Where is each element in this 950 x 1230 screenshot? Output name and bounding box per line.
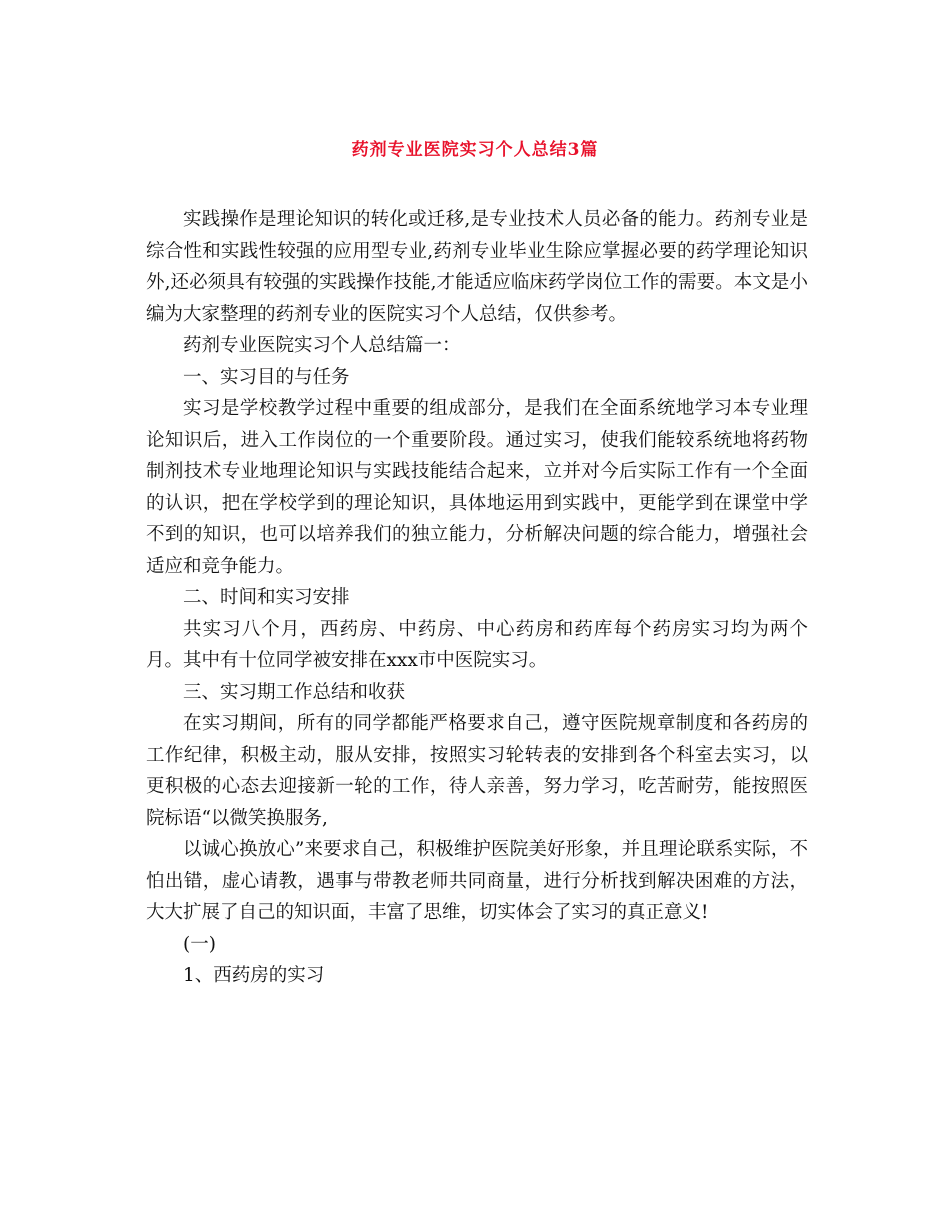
- summary-paragraph-1: 在实习期间，所有的同学都能严格要求自己，遵守医院规章制度和各药房的工作纪律，积极主动，服从安排，按照实习轮转表的安排到各个科室去实习，以更积极的心态去迎接新一轮的工作，待人亲善，努力学习，吃苦耐劳，能按照医院标语“以微笑换服务,: [146, 713, 808, 829]
- intro-paragraph: 实践操作是理论知识的转化或迁移,是专业技术人员必备的能力。药剂专业是综合性和实践性较强的应用型专业,药剂专业毕业生除应掌握必要的药学理论知识外,还必须具有较强的实践操作技能,才能适应临床药学岗位工作的需要。本文是小编为大家整理的药剂专业的医院实习个人总结，仅供参考。: [146, 209, 808, 325]
- subsection-number: (一): [183, 933, 216, 955]
- purpose-paragraph: 实习是学校教学过程中重要的组成部分，是我们在全面系统地学习本专业理论知识后，进入工作岗位的一个重要阶段。通过实习，使我们能较系统地将药物制剂技术专业地理论知识与实践技能结合起来，立并对今后实际工作有一个全面的认识，把在学校学到的理论知识，具体地运用到实践中，更能学到在课堂中学不到的知识，也可以培养我们的独立能力，分析解决问题的综合能力，增强社会适应和竞争能力。: [146, 398, 808, 577]
- part-one-heading: 药剂专业医院实习个人总结篇一：: [183, 335, 461, 356]
- schedule-paragraph: 共实习八个月，西药房、中药房、中心药房和药库每个药房实习均为两个月。其中有十位同学被安排在xxx市中医院实习。: [146, 618, 808, 671]
- document-title: 药剂专业医院实习个人总结3篇: [351, 140, 599, 160]
- section-heading-purpose: 一、实习目的与任务: [183, 366, 350, 388]
- document-body: [146, 204, 808, 992]
- subsection-heading-western-pharmacy: 1、西药房的实习: [183, 965, 325, 986]
- summary-paragraph-2: 以诚心换放心”来要求自己，积极维护医院美好形象，并且理论联系实际，不怕出错，虚心请教，遇事与带教老师共同商量，进行分析找到解决困难的方法，大大扩展了自己的知识面，丰富了思维，切实体会了实习的真正意义!: [146, 839, 808, 923]
- section-heading-summary: 三、实习期工作总结和收获: [183, 681, 406, 703]
- section-heading-schedule: 二、时间和实习安排: [183, 587, 350, 608]
